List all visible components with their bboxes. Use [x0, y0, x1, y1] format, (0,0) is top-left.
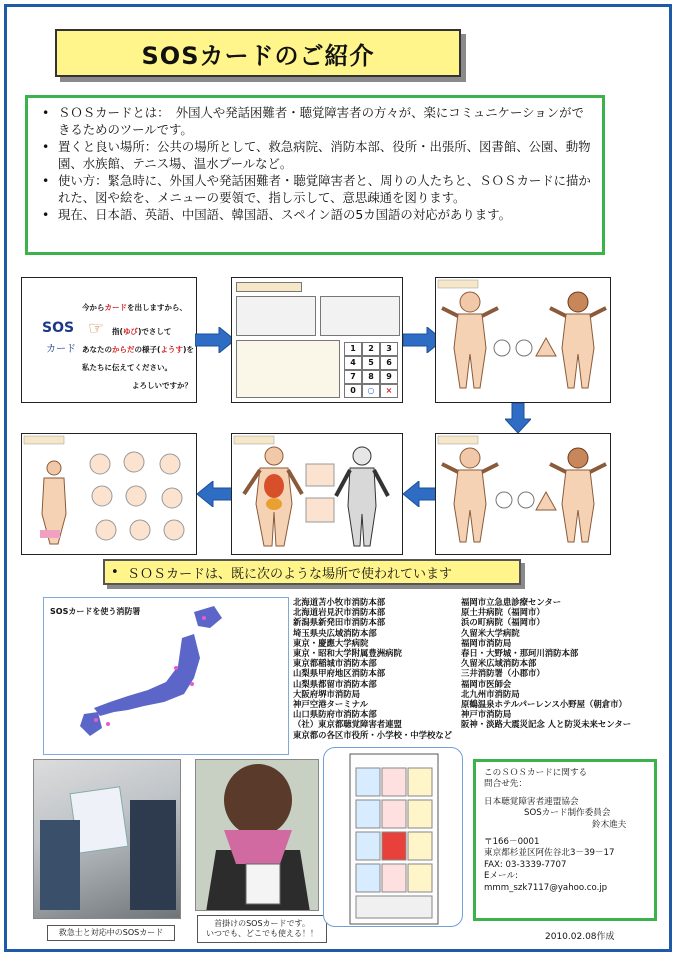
usage-banner-text: ＳＯＳカードは、既に次のような場所で使われています	[126, 566, 452, 582]
keypad-cell: ×	[380, 384, 398, 398]
contact-email-label: Eメール:	[484, 871, 518, 882]
place-item: 神戸空港ターミナル	[293, 699, 368, 710]
place-item: 東京・慶應大学病院	[293, 637, 369, 648]
place-item: 東京都稲城市消防本部	[293, 658, 377, 669]
place-item: （社）東京都聴覚障害者連盟	[293, 719, 402, 730]
intro-item: • 使い方：緊急時に、外国人や発話困難者・聴覚障害者と、周りの人たちと、ＳＯＳカードに描かれた、図や絵を、メニューの要領で、指し示して、意思疎通を図ります。	[40, 172, 592, 206]
place-item: 東京・昭和大学附属豊洲病院	[293, 648, 402, 659]
photo-neck-card	[195, 759, 319, 911]
keypad-cell: ○	[362, 384, 380, 398]
place-item: 山梨県都留市消防本部	[293, 678, 377, 689]
page-title: SOSカードのご紹介	[141, 41, 375, 70]
places-list-right	[461, 597, 631, 730]
japan-map	[43, 597, 289, 755]
place-item: 原鶴温泉ホテルパーレンス小野屋（朝倉市）	[461, 699, 627, 710]
slide-text-line: 私たちに伝えてください。	[82, 363, 172, 372]
place-item: 新潟県新発田市消防本部	[293, 617, 386, 628]
creation-date: 2010.02.08作成	[545, 932, 615, 942]
slide-text-line: 指(ゆび)でさして	[112, 327, 172, 336]
place-item: 三井消防署（小郡市）	[461, 668, 545, 679]
slide-sos-intro	[21, 277, 197, 403]
contact-line: このＳＯＳカードに関する	[484, 768, 588, 778]
contact-fax: FAX: 03-3339-7707	[484, 859, 567, 870]
place-item: 北海道苫小牧市消防本部	[293, 597, 386, 607]
right-arrow-icon	[195, 327, 235, 353]
caption-paramedic: 救急士と対応中のSOSカード	[47, 925, 175, 941]
contact-person: 鈴木進夫	[592, 819, 627, 830]
caption-neck-card: 首掛けのSOSカードです。 いつでも、どこでも使える！！	[197, 915, 327, 943]
poster	[4, 4, 672, 952]
place-item: 福岡市立急患診療センター	[461, 597, 562, 607]
pointing-hand-icon: ☞	[88, 318, 105, 339]
keypad-cell: 9	[380, 370, 398, 384]
slide-body-internal	[231, 433, 403, 555]
place-item: 北海道岩見沢市消防本部	[293, 607, 386, 618]
contact-email[interactable]: mmm_szk7117@yahoo.co.jp	[484, 882, 608, 893]
slide-symptom-grid	[231, 277, 403, 403]
keypad-cell: 8	[362, 370, 380, 384]
down-arrow-icon	[505, 403, 531, 433]
contact-postal: 〒166－0001	[484, 837, 540, 848]
places-list-left	[293, 597, 452, 740]
contact-box	[473, 759, 657, 921]
place-item: 福岡市医師会	[461, 678, 512, 689]
intro-item: • 現在、日本語、英語、中国語、韓国語、スペイン語の5カ国語の対応があります。	[40, 206, 592, 223]
keypad-cell: 3	[380, 342, 398, 356]
place-item: 大阪府堺市消防局	[293, 688, 360, 699]
contact-committee: SOSカード制作委員会	[524, 808, 611, 819]
keypad-cell: 5	[362, 356, 380, 370]
usage-banner: • ＳＯＳカードは、既に次のような場所で使われています	[103, 559, 521, 585]
photo-paramedic	[33, 759, 181, 919]
contact-address: 東京都杉並区阿佐谷北3－39－17	[484, 848, 615, 859]
place-item: 山梨県甲府地区消防本部	[293, 668, 386, 679]
place-item: 久留米大学病院	[461, 627, 520, 638]
place-item: 埼玉県央広域消防本部	[293, 627, 377, 638]
place-item: 阪神・淡路大震災記念 人と防災未来センター	[461, 719, 632, 730]
keypad-cell: 7	[344, 370, 362, 384]
number-keypad	[344, 342, 400, 398]
place-item: 神戸市消防局	[461, 709, 512, 720]
card-label: カード	[46, 344, 76, 355]
place-item: 東京都の各区市役所・小学校・中学校など	[293, 729, 453, 740]
keypad-cell: 2	[362, 342, 380, 356]
slide-text-line: あなたのからだの様子(ようす)を	[82, 345, 194, 354]
contact-org: 日本聴覚障害者連盟協会	[484, 796, 579, 807]
slide-text-line: 今からカードを出しますから、	[82, 303, 187, 312]
keypad-cell: 4	[344, 356, 362, 370]
keypad-cell: 6	[380, 356, 398, 370]
sos-card-sample	[323, 747, 463, 927]
slide-text-line: よろしいですか？	[132, 381, 192, 390]
intro-item: • 置くと良い場所：公共の場所として、救急病院、消防本部、役所・出張所、図書館、公園、動物園、水族館、テニス場、温水プールなど。	[40, 138, 592, 172]
place-item: 福岡市消防局	[461, 637, 512, 648]
slide-body-front	[435, 277, 611, 403]
intro-item: • ＳＯＳカードとは： 外国人や発話困難者・聴覚障害者の方々が、楽にコミュニケーションができるためのツールです。	[40, 104, 592, 138]
place-item: 北九州市消防局	[461, 688, 520, 699]
sos-label: SOS	[42, 320, 75, 336]
place-item: 久留米広域消防本部	[461, 658, 537, 669]
map-title: SOSカードを使う消防署	[50, 607, 141, 616]
keypad-cell: 0	[344, 384, 362, 398]
place-item: 原土井病院（福岡市）	[461, 607, 545, 618]
intro-box	[25, 95, 605, 255]
contact-line: 問合せ先：	[484, 779, 527, 790]
place-item: 浜の町病院（福岡市）	[461, 617, 545, 628]
keypad-cell: 1	[344, 342, 362, 356]
title-banner	[55, 29, 461, 77]
place-item: 春日・大野城・那珂川消防本部	[461, 648, 579, 659]
place-item: 山口県防府市消防本部	[293, 709, 377, 720]
slide-body-back	[435, 433, 611, 555]
slide-symptom-illustrations	[21, 433, 197, 555]
